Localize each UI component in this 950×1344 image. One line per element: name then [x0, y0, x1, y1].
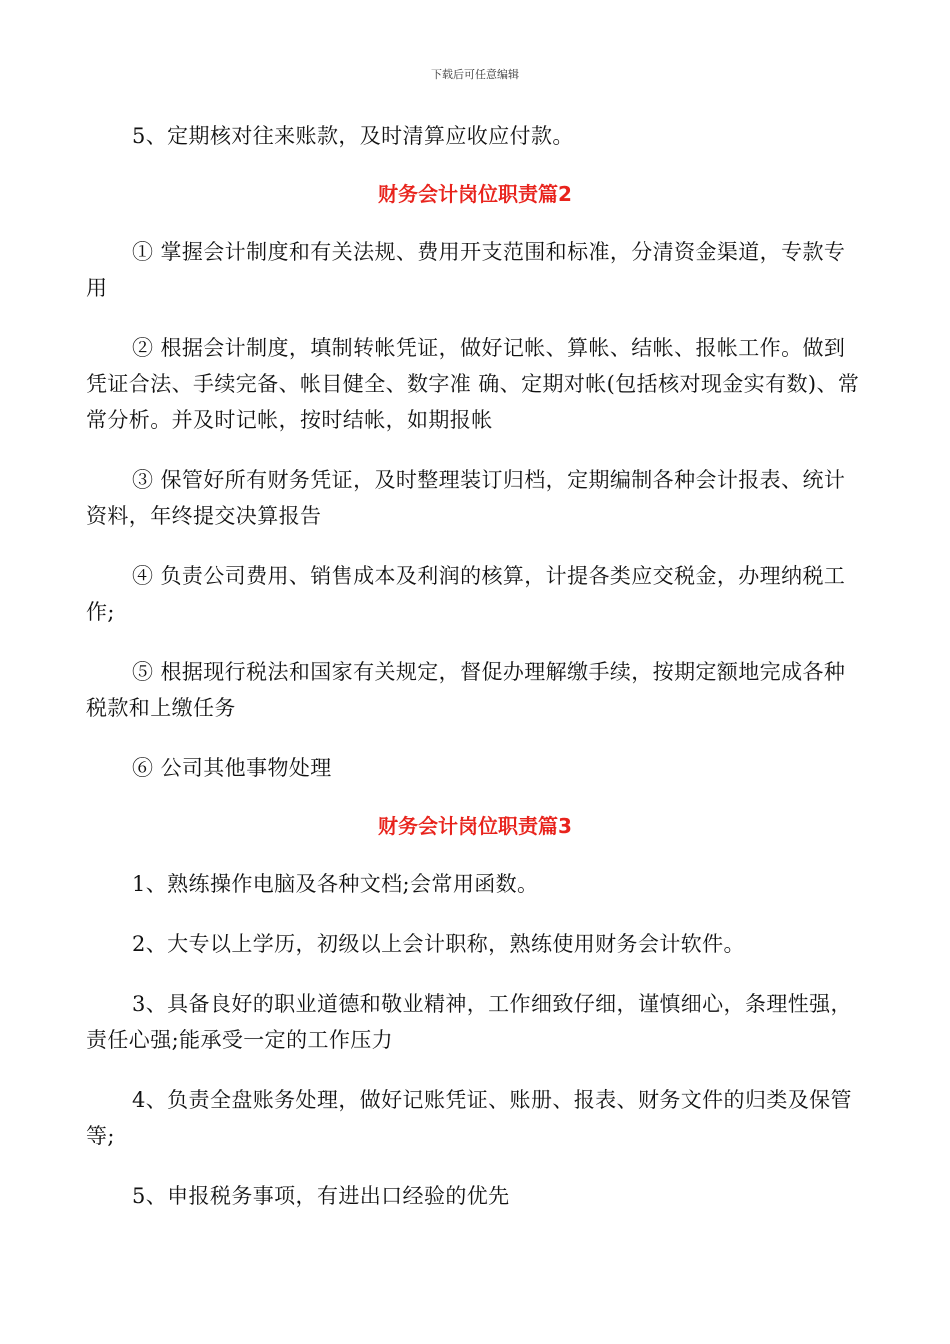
header-note: 下载后可任意编辑: [431, 68, 519, 81]
paragraph: 1、熟练操作电脑及各种文档;会常用函数。: [132, 872, 539, 896]
paragraph: ① 掌握会计制度和有关法规、费用开支范围和标准，分清资金渠道，专款专用: [86, 240, 846, 300]
paragraph: 5、申报税务事项，有进出口经验的优先: [132, 1184, 510, 1208]
section-heading: 财务会计岗位职责篇2: [378, 182, 572, 206]
paragraph: 5、定期核对往来账款，及时清算应收应付款。: [132, 124, 574, 148]
paragraph: 3、具备良好的职业道德和敬业精神，工作细致仔细，谨慎细心，条理性强，责任心强;能承受一定的工作压力: [86, 992, 852, 1052]
paragraph: ② 根据会计制度，填制转帐凭证，做好记帐、算帐、结帐、报帐工作。做到凭证合法、手续完备、帐目健全、数字准 确、定期对帐(包括核对现金实有数)、常常分析。并及时记帐，按时结帐，如期报帐: [86, 336, 860, 432]
paragraph: ④ 负责公司费用、销售成本及利润的核算，计提各类应交税金，办理纳税工作;: [86, 564, 846, 624]
paragraph: 2、大专以上学历，初级以上会计职称，熟练使用财务会计软件。: [132, 932, 745, 956]
paragraph: ⑥ 公司其他事物处理: [132, 756, 332, 780]
paragraph: 4、负责全盘账务处理，做好记账凭证、账册、报表、财务文件的归类及保管等;: [86, 1088, 852, 1148]
paragraph: ③ 保管好所有财务凭证，及时整理装订归档，定期编制各种会计报表、统计资料，年终提交决算报告: [86, 468, 846, 528]
document-body: [86, 118, 864, 1214]
section-heading: 财务会计岗位职责篇3: [378, 814, 572, 838]
paragraph: ⑤ 根据现行税法和国家有关规定，督促办理解缴手续，按期定额地完成各种税款和上缴任务: [86, 660, 846, 720]
